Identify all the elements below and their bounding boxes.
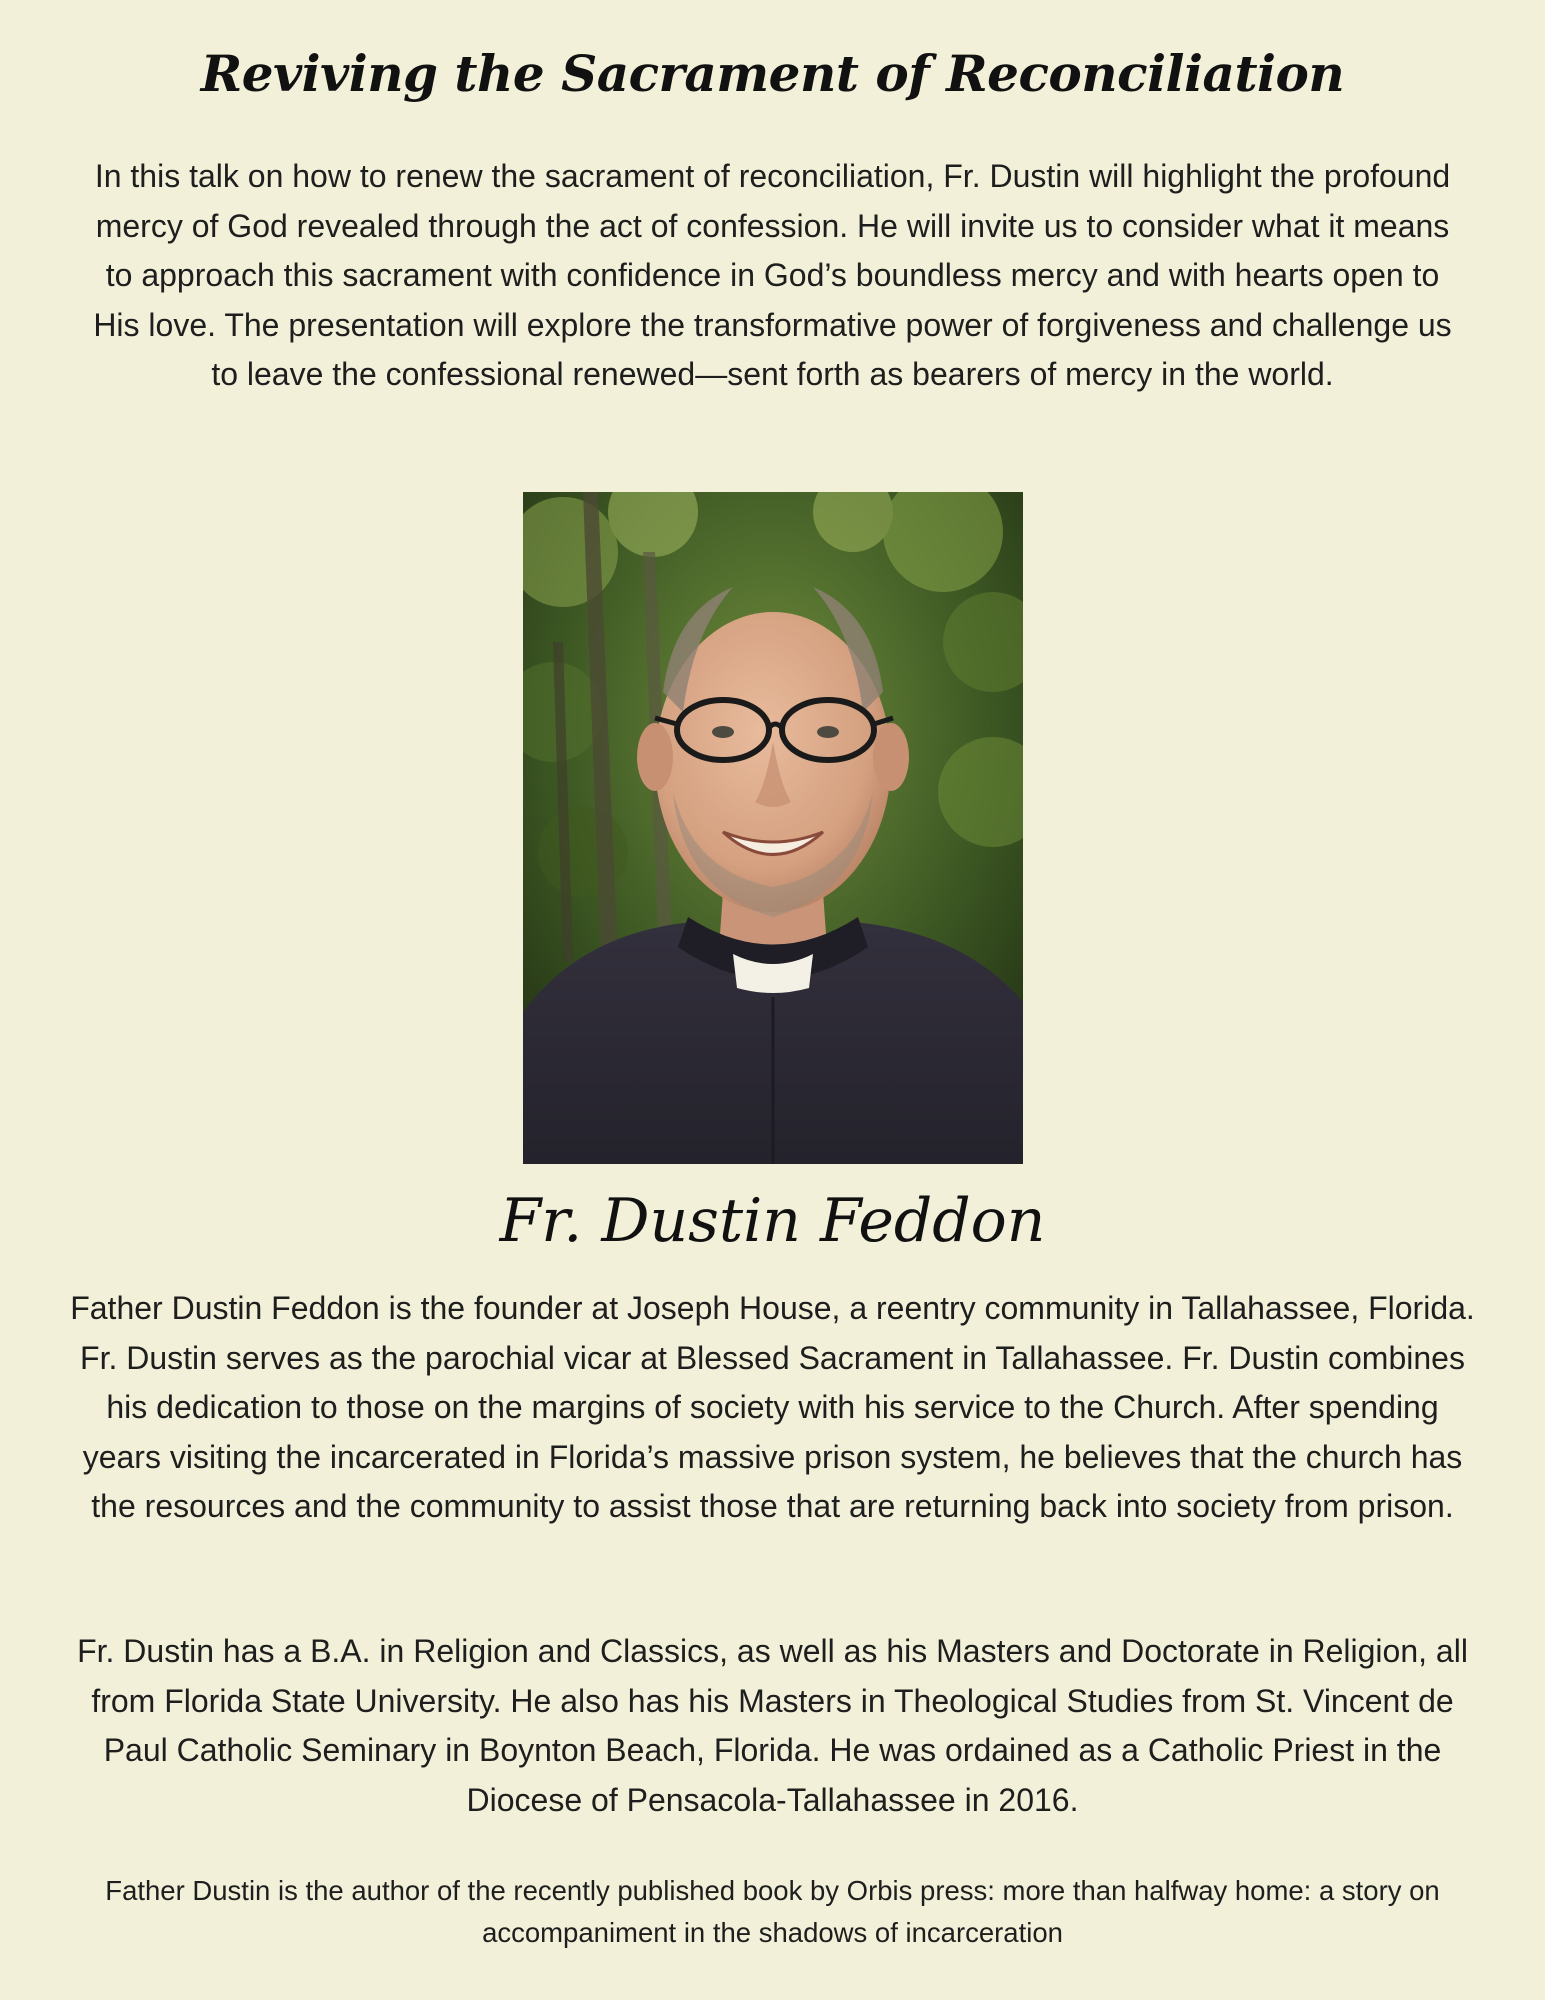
talk-title: Reviving the Sacrament of Reconciliation — [200, 44, 1345, 103]
portrait-illustration — [523, 492, 1023, 1164]
speaker-bio-paragraph-2: Fr. Dustin has a B.A. in Religion and Classics, as well as his Masters and Doctorate in Religion, all from Florida State University. He also has his Masters in Theological Studies from St. Vincent de Paul Catholic Seminary in Boynton Beach, Florida. He was ordained as a Catholic Priest in the Diocese of Pensacola-Tallahassee in 2016. — [77, 1633, 1468, 1818]
speaker-bio-paragraph-1: Father Dustin Feddon is the founder at Joseph House, a reentry community in Tallahassee, Florida. Fr. Dustin serves as the parochial vicar at Blessed Sacrament in Tallahassee. Fr. Dustin combines his dedication to those on the margins of society with his service to the Church. After spending years visiting the incarcerated in Florida’s massive prison system, he believes that the church has the resources and the community to assist those that are returning back into society from prison. — [70, 1290, 1475, 1524]
book-note: Father Dustin is the author of the recently published book by Orbis press: more than halfway home: a story on accompaniment in the shadows of incarceration — [105, 1875, 1440, 1948]
speaker-name: Fr. Dustin Feddon — [499, 1186, 1046, 1256]
talk-description: In this talk on how to renew the sacrament of reconciliation, Fr. Dustin will highlight the profound mercy of God revealed through the act of confession. He will invite us to consider what it means to approach this sacrament with confidence in God’s boundless mercy and with hearts open to His love. The presentation will explore the transformative power of forgiveness and challenge us to leave the confessional renewed—sent forth as bearers of mercy in the world. — [93, 158, 1452, 392]
speaker-portrait — [523, 492, 1023, 1164]
